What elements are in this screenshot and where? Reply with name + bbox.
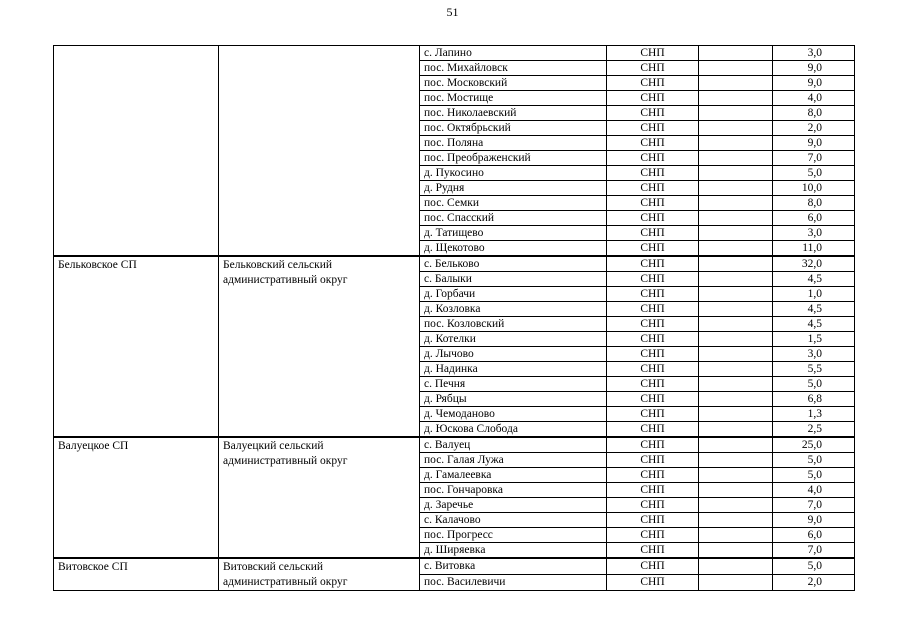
settlements-table-body bbox=[54, 46, 855, 591]
value-cell: 3,0 bbox=[773, 226, 855, 241]
value-cell: 32,0 bbox=[773, 256, 855, 272]
value-cell: 9,0 bbox=[773, 61, 855, 76]
locality-type-cell: СНП bbox=[607, 166, 699, 181]
value-cell: 6,8 bbox=[773, 392, 855, 407]
value-cell: 2,0 bbox=[773, 575, 855, 591]
locality-name-cell: с. Балыки bbox=[420, 272, 607, 287]
locality-name-cell: пос. Спасский bbox=[420, 211, 607, 226]
empty-cell bbox=[699, 196, 773, 211]
locality-name-cell: д. Щекотово bbox=[420, 241, 607, 257]
locality-type-cell: СНП bbox=[607, 106, 699, 121]
table-row bbox=[54, 558, 855, 575]
locality-name-cell: д. Рудня bbox=[420, 181, 607, 196]
locality-name-cell: пос. Прогресс bbox=[420, 528, 607, 543]
empty-cell bbox=[699, 317, 773, 332]
locality-name-cell: с. Бельково bbox=[420, 256, 607, 272]
empty-cell bbox=[699, 121, 773, 136]
locality-name-cell: д. Ширяевка bbox=[420, 543, 607, 559]
locality-type-cell: СНП bbox=[607, 513, 699, 528]
empty-cell bbox=[699, 513, 773, 528]
locality-name-cell: д. Заречье bbox=[420, 498, 607, 513]
value-cell: 8,0 bbox=[773, 106, 855, 121]
empty-cell bbox=[699, 528, 773, 543]
settlement-cell: Бельковское СП bbox=[54, 256, 219, 437]
locality-type-cell: СНП bbox=[607, 91, 699, 106]
locality-name-cell: д. Рябцы bbox=[420, 392, 607, 407]
locality-name-cell: д. Котелки bbox=[420, 332, 607, 347]
locality-type-cell: СНП bbox=[607, 347, 699, 362]
locality-type-cell: СНП bbox=[607, 76, 699, 91]
value-cell: 7,0 bbox=[773, 543, 855, 559]
locality-name-cell: д. Горбачи bbox=[420, 287, 607, 302]
empty-cell bbox=[699, 256, 773, 272]
value-cell: 4,5 bbox=[773, 272, 855, 287]
value-cell: 1,5 bbox=[773, 332, 855, 347]
empty-cell bbox=[699, 226, 773, 241]
locality-type-cell: СНП bbox=[607, 46, 699, 61]
locality-type-cell: СНП bbox=[607, 287, 699, 302]
locality-type-cell: СНП bbox=[607, 468, 699, 483]
locality-name-cell: д. Гамалеевка bbox=[420, 468, 607, 483]
locality-type-cell: СНП bbox=[607, 241, 699, 257]
empty-cell bbox=[699, 453, 773, 468]
locality-name-cell: д. Татищево bbox=[420, 226, 607, 241]
value-cell: 5,0 bbox=[773, 377, 855, 392]
value-cell: 3,0 bbox=[773, 347, 855, 362]
locality-type-cell: СНП bbox=[607, 437, 699, 453]
locality-type-cell: СНП bbox=[607, 181, 699, 196]
locality-name-cell: пос. Гончаровка bbox=[420, 483, 607, 498]
locality-type-cell: СНП bbox=[607, 528, 699, 543]
empty-cell bbox=[699, 287, 773, 302]
value-cell: 5,0 bbox=[773, 453, 855, 468]
locality-name-cell: пос. Василевичи bbox=[420, 575, 607, 591]
empty-cell bbox=[699, 332, 773, 347]
value-cell: 9,0 bbox=[773, 76, 855, 91]
locality-name-cell: пос. Галая Лужа bbox=[420, 453, 607, 468]
value-cell: 6,0 bbox=[773, 211, 855, 226]
value-cell: 8,0 bbox=[773, 196, 855, 211]
locality-type-cell: СНП bbox=[607, 196, 699, 211]
empty-cell bbox=[699, 151, 773, 166]
locality-name-cell: д. Чемоданово bbox=[420, 407, 607, 422]
empty-cell bbox=[699, 437, 773, 453]
locality-name-cell: д. Козловка bbox=[420, 302, 607, 317]
empty-cell bbox=[699, 558, 773, 575]
value-cell: 4,0 bbox=[773, 91, 855, 106]
value-cell: 9,0 bbox=[773, 136, 855, 151]
empty-cell bbox=[699, 468, 773, 483]
empty-cell bbox=[699, 46, 773, 61]
district-cell: Бельковский сельский административный округ bbox=[219, 256, 420, 437]
locality-name-cell: с. Валуец bbox=[420, 437, 607, 453]
locality-type-cell: СНП bbox=[607, 136, 699, 151]
value-cell: 2,0 bbox=[773, 121, 855, 136]
locality-type-cell: СНП bbox=[607, 543, 699, 559]
locality-name-cell: пос. Московский bbox=[420, 76, 607, 91]
locality-type-cell: СНП bbox=[607, 272, 699, 287]
locality-type-cell: СНП bbox=[607, 575, 699, 591]
locality-type-cell: СНП bbox=[607, 483, 699, 498]
locality-type-cell: СНП bbox=[607, 211, 699, 226]
empty-cell bbox=[699, 181, 773, 196]
empty-cell bbox=[699, 483, 773, 498]
locality-type-cell: СНП bbox=[607, 226, 699, 241]
value-cell: 4,5 bbox=[773, 317, 855, 332]
settlements-table bbox=[53, 45, 855, 591]
locality-name-cell: д. Юскова Слобода bbox=[420, 422, 607, 438]
empty-cell bbox=[699, 76, 773, 91]
locality-name-cell: пос. Семки bbox=[420, 196, 607, 211]
locality-name-cell: пос. Поляна bbox=[420, 136, 607, 151]
table-row bbox=[54, 437, 855, 453]
value-cell: 6,0 bbox=[773, 528, 855, 543]
empty-cell bbox=[699, 362, 773, 377]
value-cell: 5,0 bbox=[773, 558, 855, 575]
empty-cell bbox=[699, 166, 773, 181]
empty-cell bbox=[699, 377, 773, 392]
locality-type-cell: СНП bbox=[607, 61, 699, 76]
locality-type-cell: СНП bbox=[607, 317, 699, 332]
value-cell: 2,5 bbox=[773, 422, 855, 438]
locality-type-cell: СНП bbox=[607, 407, 699, 422]
empty-cell bbox=[699, 272, 773, 287]
locality-type-cell: СНП bbox=[607, 558, 699, 575]
value-cell: 4,5 bbox=[773, 302, 855, 317]
value-cell: 25,0 bbox=[773, 437, 855, 453]
value-cell: 10,0 bbox=[773, 181, 855, 196]
locality-name-cell: пос. Октябрьский bbox=[420, 121, 607, 136]
locality-name-cell: с. Лапино bbox=[420, 46, 607, 61]
empty-cell bbox=[699, 498, 773, 513]
empty-cell bbox=[699, 392, 773, 407]
locality-type-cell: СНП bbox=[607, 422, 699, 438]
locality-name-cell: пос. Козловский bbox=[420, 317, 607, 332]
locality-type-cell: СНП bbox=[607, 392, 699, 407]
locality-name-cell: пос. Преображенский bbox=[420, 151, 607, 166]
district-cell bbox=[219, 46, 420, 257]
empty-cell bbox=[699, 422, 773, 438]
table-row bbox=[54, 46, 855, 61]
value-cell: 9,0 bbox=[773, 513, 855, 528]
locality-name-cell: пос. Николаевский bbox=[420, 106, 607, 121]
locality-name-cell: д. Пукосино bbox=[420, 166, 607, 181]
value-cell: 1,3 bbox=[773, 407, 855, 422]
settlement-cell: Витовское СП bbox=[54, 558, 219, 591]
locality-name-cell: с. Печня bbox=[420, 377, 607, 392]
locality-type-cell: СНП bbox=[607, 302, 699, 317]
table-row bbox=[54, 256, 855, 272]
locality-type-cell: СНП bbox=[607, 121, 699, 136]
empty-cell bbox=[699, 211, 773, 226]
value-cell: 7,0 bbox=[773, 498, 855, 513]
locality-name-cell: д. Надинка bbox=[420, 362, 607, 377]
empty-cell bbox=[699, 61, 773, 76]
district-cell: Валуецкий сельский административный округ bbox=[219, 437, 420, 558]
empty-cell bbox=[699, 543, 773, 559]
locality-type-cell: СНП bbox=[607, 498, 699, 513]
value-cell: 4,0 bbox=[773, 483, 855, 498]
locality-name-cell: с. Калачово bbox=[420, 513, 607, 528]
settlement-cell bbox=[54, 46, 219, 257]
locality-name-cell: с. Витовка bbox=[420, 558, 607, 575]
empty-cell bbox=[699, 302, 773, 317]
locality-type-cell: СНП bbox=[607, 151, 699, 166]
locality-type-cell: СНП bbox=[607, 362, 699, 377]
empty-cell bbox=[699, 136, 773, 151]
value-cell: 3,0 bbox=[773, 46, 855, 61]
locality-name-cell: пос. Мостище bbox=[420, 91, 607, 106]
value-cell: 11,0 bbox=[773, 241, 855, 257]
district-cell: Витовский сельский административный округ bbox=[219, 558, 420, 591]
empty-cell bbox=[699, 347, 773, 362]
locality-type-cell: СНП bbox=[607, 332, 699, 347]
empty-cell bbox=[699, 91, 773, 106]
empty-cell bbox=[699, 575, 773, 591]
empty-cell bbox=[699, 241, 773, 257]
empty-cell bbox=[699, 106, 773, 121]
value-cell: 7,0 bbox=[773, 151, 855, 166]
value-cell: 1,0 bbox=[773, 287, 855, 302]
empty-cell bbox=[699, 407, 773, 422]
locality-type-cell: СНП bbox=[607, 377, 699, 392]
locality-name-cell: д. Лычово bbox=[420, 347, 607, 362]
locality-name-cell: пос. Михайловск bbox=[420, 61, 607, 76]
settlement-cell: Валуецкое СП bbox=[54, 437, 219, 558]
page-number: 51 bbox=[446, 5, 459, 19]
value-cell: 5,0 bbox=[773, 166, 855, 181]
value-cell: 5,5 bbox=[773, 362, 855, 377]
value-cell: 5,0 bbox=[773, 468, 855, 483]
locality-type-cell: СНП bbox=[607, 453, 699, 468]
locality-type-cell: СНП bbox=[607, 256, 699, 272]
